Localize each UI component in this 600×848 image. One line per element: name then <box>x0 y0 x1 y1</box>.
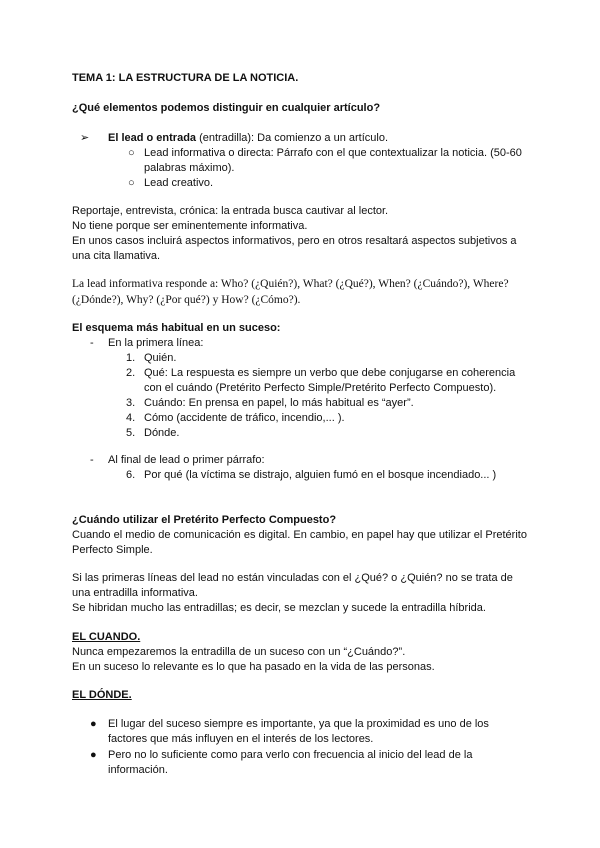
scheme-end-label: Al final de lead o primer párrafo: <box>108 454 265 466</box>
list-item-text: El lugar del suceso siempre es importante, ya que la proximidad es uno de los factores que más influyen en el interés de los lectores. <box>108 718 489 745</box>
list-number: 1. <box>126 352 136 364</box>
paragraph-entries <box>72 204 532 264</box>
dash-marker: - <box>90 454 94 466</box>
bullet-dot-icon: ● <box>90 749 97 761</box>
el-cuando-heading: EL CUANDO. <box>72 631 141 643</box>
text-line: Si las primeras líneas del lead no están vinculadas con el ¿Qué? o ¿Quién? no se trata de una entradilla informativa. <box>72 572 513 599</box>
list-item-text: Lead informativa o directa: Párrafo con el que contextualizar la noticia. (50-60 palabras máximo). <box>144 147 522 174</box>
lead-description: (entradilla): Da comienzo a un artículo. <box>196 132 389 144</box>
dash-marker: - <box>90 337 94 349</box>
list-item <box>72 396 532 411</box>
text-line: Se hibridan mucho las entradillas; es decir, se mezclan y sucede la entradilla híbrida. <box>72 602 486 614</box>
arrow-bullet-icon: ➢ <box>80 132 90 144</box>
list-item-text: Qué: La respuesta es siempre un verbo que debe conjugarse en coherencia con el cuándo (Pretérito Perfecto Simple/Pretérito Perfecto Compuesto). <box>144 367 516 394</box>
list-number: 6. <box>126 469 136 481</box>
list-item-text: Cómo (accidente de tráfico, incendio,... ). <box>144 412 345 424</box>
list-item <box>72 717 532 747</box>
list-item <box>72 351 532 366</box>
list-item <box>72 426 532 441</box>
when-question-heading: ¿Cuándo utilizar el Pretérito Perfecto Compuesto? <box>72 514 337 526</box>
list-item <box>72 176 532 191</box>
text-line: No tiene porque ser eminentemente informativa. <box>72 220 308 232</box>
scheme-numbered-list <box>72 351 532 441</box>
list-item <box>72 366 532 396</box>
text-line: En un suceso lo relevante es lo que ha pasado en la vida de las personas. <box>72 661 435 673</box>
list-item <box>72 748 532 778</box>
circle-bullet-icon: ○ <box>128 177 135 189</box>
list-item <box>72 468 532 483</box>
list-number: 5. <box>126 427 136 439</box>
scheme-first-line-label: En la primera línea: <box>108 337 204 349</box>
question-heading: ¿Qué elementos podemos distinguir en cualquier artículo? <box>72 102 381 114</box>
document-title: TEMA 1: LA ESTRUCTURA DE LA NOTICIA. <box>72 72 299 84</box>
el-cuando-text <box>72 645 532 675</box>
list-item-text: Lead creativo. <box>144 177 214 189</box>
scheme-end-line <box>72 453 532 468</box>
list-item <box>72 411 532 426</box>
list-item <box>72 146 532 176</box>
when-question-text: Cuando el medio de comunicación es digital. En cambio, en papel hay que utilizar el Pretérito Perfecto Simple. <box>72 529 527 556</box>
text-line: Reportaje, entrevista, crónica: la entrada busca cautivar al lector. <box>72 205 389 217</box>
list-number: 4. <box>126 412 136 424</box>
list-item-text: Pero no lo suficiente como para verlo con frecuencia al inicio del lead de la información. <box>108 749 473 776</box>
lead-bullet <box>72 131 532 146</box>
circle-bullet-icon: ○ <box>128 147 135 159</box>
list-item-text: Dónde. <box>144 427 180 439</box>
text-line: Nunca empezaremos la entradilla de un suceso con un “¿Cuándo?”. <box>72 646 406 658</box>
bullet-dot-icon: ● <box>90 718 97 730</box>
list-item-text: Por qué (la víctima se distrajo, alguien fumó en el bosque incendiado... ) <box>144 469 497 481</box>
scheme-heading: El esquema más habitual en un suceso: <box>72 322 281 334</box>
list-item-text: Cuándo: En prensa en papel, lo más habitual es “ayer”. <box>144 397 414 409</box>
paragraph-hybrid <box>72 571 532 616</box>
scheme-first-line <box>72 336 532 351</box>
list-item-text: Quién. <box>144 352 177 364</box>
el-donde-list <box>72 717 532 778</box>
list-number: 2. <box>126 367 136 379</box>
list-number: 3. <box>126 397 136 409</box>
text-line: En unos casos incluirá aspectos informativos, pero en otros resaltará aspectos subjetivos a una cita llamativa. <box>72 235 517 262</box>
el-donde-heading: EL DÓNDE. <box>72 689 132 701</box>
lead-bold-label: El lead o entrada <box>108 132 197 144</box>
lead-answer-paragraph: La lead informativa responde a: Who? (¿Quién?), What? (¿Qué?), When? (¿Cuándo?), Where? (¿Dónde?), Why? (¿Por qué?) y How? (¿Cómo?). <box>72 278 509 306</box>
scheme-end-list <box>72 468 532 483</box>
lead-sublist <box>72 146 532 191</box>
